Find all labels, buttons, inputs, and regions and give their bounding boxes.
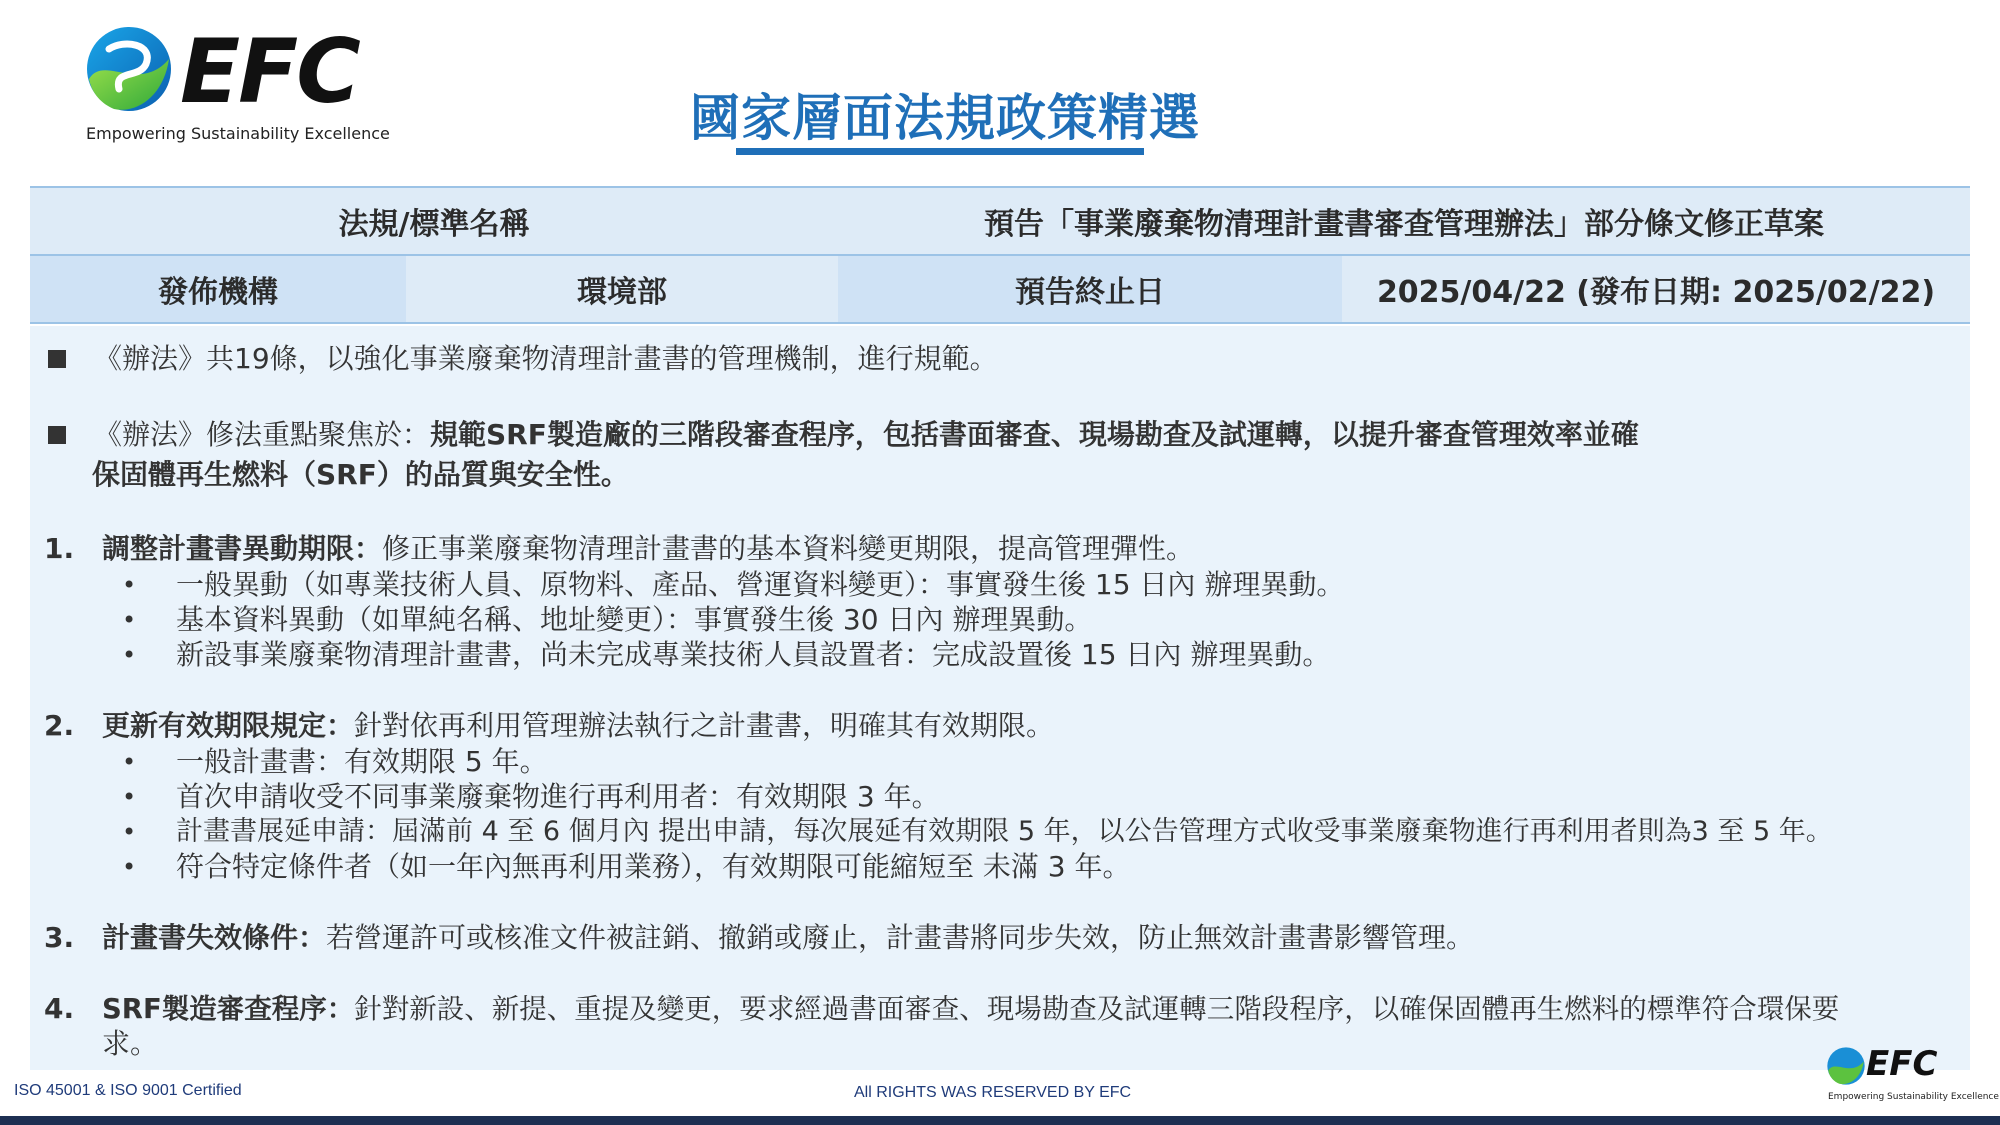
footer-logo-tagline: Empowering Sustainability Excellence [1828,1092,1999,1102]
item-heading: SRF製造審查程序： [102,993,355,1025]
table-row-details [30,254,1970,324]
certification-note: ISO 45001 & ISO 9001 Certified [14,1082,242,1099]
deadline-value: 2025/04/22 (發布日期: 2025/02/22) [1342,256,1970,322]
sub-bullet-text: 計畫書展延申請：屆滿前 4 至 6 個月內 提出申請，每次展延有效期限 5 年，以公告管理方式收受事業廢棄物進行再利用者則為3 至 5 年。 [176,816,1833,847]
item-text: 針對新設、新提、重提及變更，要求經過書面審查、現場勘查及試運轉三階段程序，以確保固體再生燃料的標準符合環保要 [354,993,1840,1025]
copyright-note: All RIGHTS WAS RESERVED BY EFC [854,1084,1132,1101]
logo-tagline: Empowering Sustainability Excellence [86,124,390,143]
bullet-emphasis-cont: 保固體再生燃料（SRF）的品質與安全性。 [92,458,629,491]
table-row-name [30,186,1970,254]
dot-bullet-icon: • [122,748,137,776]
item-number: 1. [44,532,75,565]
item-text: 針對依再利用管理辦法執行之計畫書，明確其有效期限。 [354,709,1055,742]
title-underline [736,148,1144,155]
deadline-label: 預告終止日 [838,256,1342,322]
item-heading: 調整計畫書異動期限： [102,532,383,565]
sub-bullet-text: 符合特定條件者（如一年內無再利用業務），有效期限可能縮短至 未滿 3 年。 [176,850,1131,883]
bullet-text: 《辦法》共19條，以強化事業廢棄物清理計畫書的管理機制，進行規範。 [94,342,998,375]
footer-logo-wordmark: EFC [1866,1044,1938,1084]
square-bullet-icon [48,350,66,368]
square-bullet-icon [48,426,66,444]
dot-bullet-icon: • [122,783,137,811]
publisher-value: 環境部 [406,256,838,322]
item-number: 2. [44,709,75,742]
dot-bullet-icon: • [122,818,137,846]
sub-bullet-text: 基本資料異動（如單純名稱、地址變更）：事實發生後 30 日內 辦理異動。 [176,603,1093,636]
publisher-label: 發佈機構 [30,256,406,322]
dot-bullet-icon: • [122,641,137,669]
bullet-emphasis: 規範SRF製造廠的三階段審查程序，包括書面審查、現場勘查及試運轉，以提升審查管理效率並確 [430,418,1639,451]
regulation-name-value: 預告「事業廢棄物清理計畫書審查管理辦法」部分條文修正草案 [838,188,1970,254]
sub-bullet-text: 一般計畫書：有效期限 5 年。 [176,745,548,778]
item-text: 若營運許可或核准文件被註銷、撤銷或廢止，計畫書將同步失效，防止無效計畫書影響管理。 [326,921,1475,954]
item-number: 3. [44,921,75,954]
item-heading: 計畫書失效條件： [102,921,327,954]
item-text: 修正事業廢棄物清理計畫書的基本資料變更期限，提高管理彈性。 [382,532,1195,565]
dot-bullet-icon: • [122,853,137,881]
dot-bullet-icon: • [122,571,137,599]
sub-bullet-text: 一般異動（如專業技術人員、原物料、產品、營運資料變更）：事實發生後 15 日內 辦理異動。 [176,568,1345,601]
logo-wordmark: EFC [180,20,359,123]
regulation-info-table [30,186,1970,324]
regulation-name-label: 法規/標準名稱 [30,188,838,254]
sub-bullet-text: 新設事業廢棄物清理計畫書，尚未完成專業技術人員設置者：完成設置後 15 日內 辦理異動。 [176,638,1331,671]
bullet-prefix: 《辦法》修法重點聚焦於： [94,418,431,451]
globe-icon [1826,1046,1866,1086]
content-panel [30,326,1970,1070]
footer-logo [1826,1044,1999,1104]
bottom-bar [0,1116,2000,1125]
item-number: 4. [44,992,75,1025]
page-title: 國家層面法規政策精選 [690,89,1200,147]
dot-bullet-icon: • [122,606,137,634]
item-heading: 更新有效期限規定： [102,709,355,742]
sub-bullet-text: 首次申請收受不同事業廢棄物進行再利用者：有效期限 3 年。 [176,780,940,813]
item-text-cont: 求。 [102,1027,159,1060]
